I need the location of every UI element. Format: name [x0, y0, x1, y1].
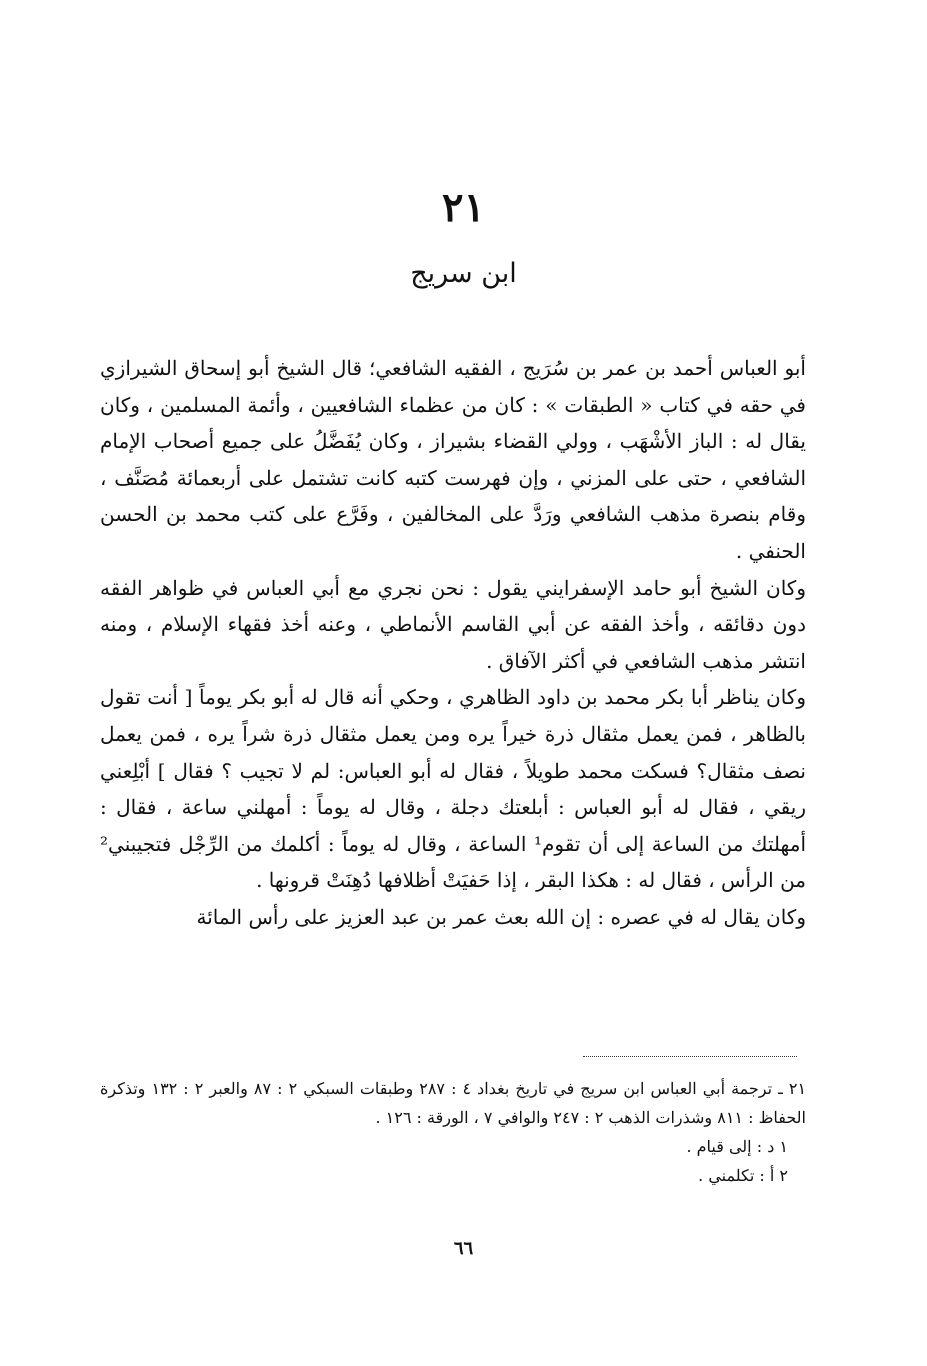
footnote-main: ٢١ ـ ترجمة أبي العباس ابن سريج في تاريخ بغداد ٤ : ٢٨٧ وطبقات السبكي ٢ : ٨٧ والعبر ٢ : ١٣٢ وتذكرة الحفاظ : ٨١١ وشذرات الذهب ٢ : ٢٤٧ والوافي ٧ ، الورقة : ١٢٦ . — [100, 1079, 807, 1127]
body-text — [100, 350, 806, 936]
page-number: ٦٦ — [453, 1238, 474, 1259]
chapter-number: ٢١ — [442, 184, 485, 231]
footnotes — [100, 1074, 806, 1190]
chapter-title: ابن سريج — [410, 258, 517, 289]
paragraph-2: وكان الشيخ أبو حامد الإسفرايني يقول : نحن نجري مع أبي العباس في ظواهر الفقه دون دقائقه ، وأخذ الفقه عن أبي القاسم الأنماطي ، وعنه أخذ فقهاء الإسلام ، ومنه انتشر مذهب الشافعي في أكثر الآفاق . — [100, 575, 806, 673]
paragraph-4: وكان يقال له في عصره : إن الله بعث عمر بن عبد العزيز على رأس المائة — [196, 904, 806, 929]
paragraph-3: وكان يناظر أبا بكر محمد بن داود الظاهري ، وحكي أنه قال له أبو بكر يوماً [ أنت تقول بالظاهر ، فمن يعمل مثقال ذرة خيراً يره ومن يعمل مثقال ذرة شراً يره ، فمن يعمل نصف مثقال؟ فسكت محمد طويلاً ، فقال له أبو العباس: لم لا تجيب ؟ فقال ] أبْلِعني ريقي ، فقال له أبو العباس : أبلعتك دجلة ، وقال له يوماً : أمهلني ساعة ، فقال : أمهلتك من الساعة إلى أن تقوم¹ الساعة ، وقال له يوماً : أكلمك من الرِّجْل فتجيبني² من الرأس ، فقال له : هكذا البقر ، إذا حَفيَتْ أظلافها دُهِنَتْ قرونها . — [100, 685, 807, 893]
footnote-separator — [583, 1056, 797, 1057]
footnote-1: ١ د : إلى قيام . — [686, 1137, 788, 1156]
paragraph-1: أبو العباس أحمد بن عمر بن سُرَيج ، الفقيه الشافعي؛ قال الشيخ أبو إسحاق الشيرازي في حقه في كتاب « الطبقات » : كان من عظماء الشافعيين ، وأئمة المسلمين ، وكان يقال له : الباز الأشْهَب ، وولي القضاء بشيراز ، وكان يُفَضَّلُ على جميع أصحاب الإمام الشافعي ، حتى على المزني ، وإن فهرست كتبه كانت تشتمل على أربعمائة مُصَنَّف ، وقام بنصرة مذهب الشافعي ورَدَّ على المخالفين ، وفَرَّع على كتب محمد بن الحسن الحنفي . — [100, 356, 806, 563]
footnote-2: ٢ أ : تكلمني . — [698, 1166, 788, 1185]
